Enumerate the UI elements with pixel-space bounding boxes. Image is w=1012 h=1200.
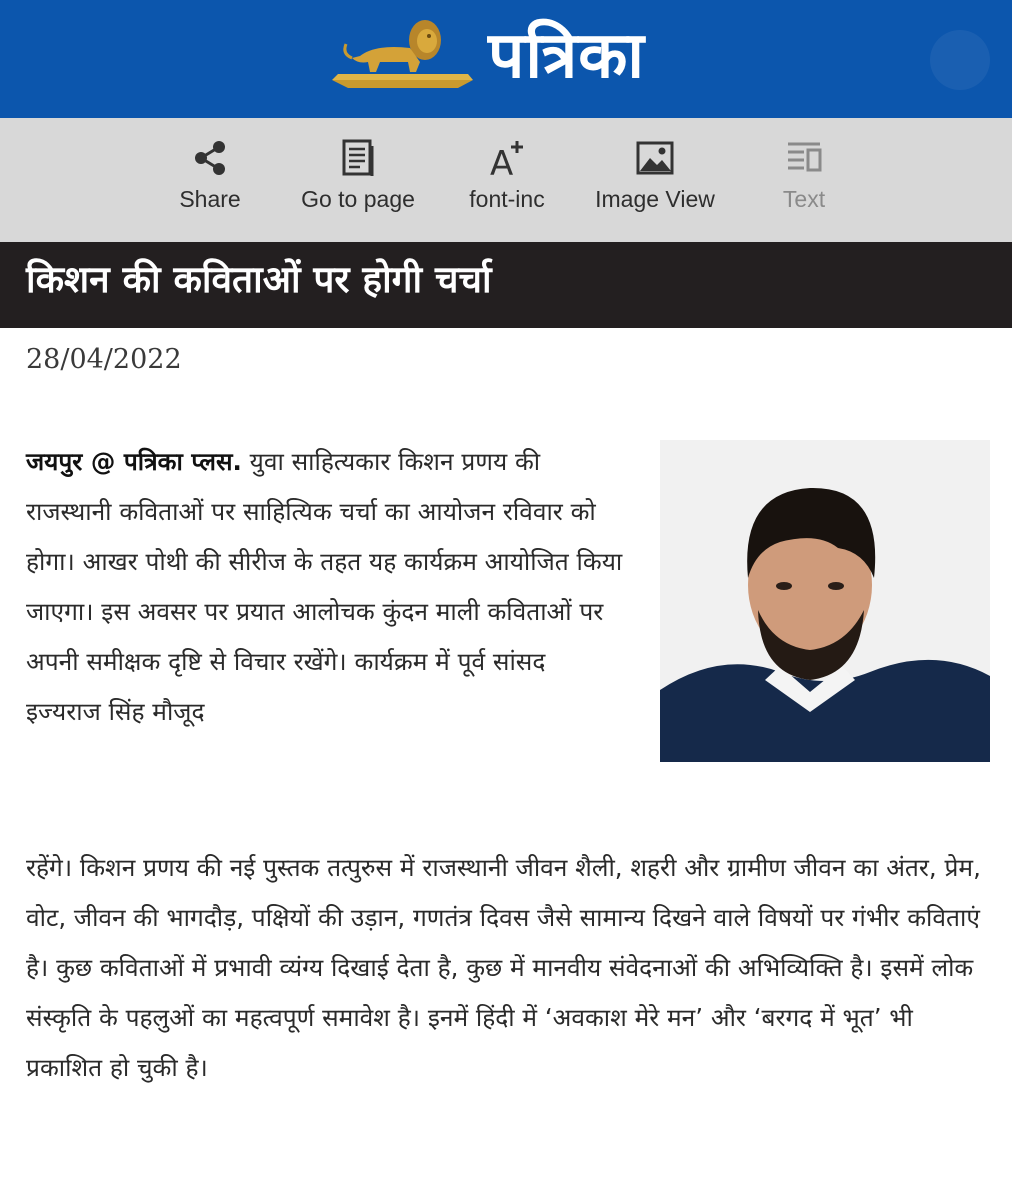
article-title: किशन की कविताओं पर होगी चर्चा [26,258,492,301]
article-paragraph-2: रहेंगे। किशन प्रणय की नई पुस्तक तत्पुरुस में राजस्थानी जीवन शैली, शहरी और ग्रामीण जीवन का अंतर, प्रेम, वोट, जीवन की भागदौड़, पक्षियों की उड़ान, गणतंत्र दिवस जैसे सामान्य दिखने वाले विषयों पर गंभीर कविताएं है। कुछ कविताओं में प्रभावी व्यंग्य दिखाई देता है, कुछ में मानवीय संवेदनाओं की अभिव्यिक्ति है। इसमें लोक संस्कृति के पहलुओं का महत्वपूर्ण समावेश है। इनमें हिंदी में ‘अवकाश मेरे मन’ और ‘बरगद में भूत’ भी प्रकाशित हो चुकी है। [26,853,981,1082]
font-increase-button[interactable] [427,138,587,238]
font-increase-icon [487,138,527,178]
image-view-label: Image View [595,186,715,212]
go-to-page-button[interactable] [278,138,438,238]
masthead [0,0,1012,118]
article-paragraph-1 [26,437,626,737]
text-view-button[interactable] [724,138,884,238]
lion-emblem-icon [330,14,475,96]
dateline: जयपुर @ पत्रिका प्लस. [26,447,242,476]
share-button[interactable] [130,138,290,238]
text-view-label: Text [782,186,826,212]
text-view-icon [784,138,824,178]
share-label: Share [179,186,241,212]
author-photo [660,440,990,762]
decorative-circle [930,30,990,90]
share-icon [190,138,230,178]
logo-wordmark: पत्रिका [488,19,645,93]
image-icon [635,138,675,178]
image-view-button[interactable] [575,138,735,238]
svg-text:A: A [490,144,514,178]
document-icon [338,138,378,178]
go-to-page-label: Go to page [301,186,415,212]
paragraph-1-text: युवा साहित्यकार किशन प्रणय की राजस्थानी कविताओं पर साहित्यिक चर्चा का आयोजन रविवार को होगा। आखर पोथी की सीरीज के तहत यह कार्यक्रम आयोजित किया जाएगा। इस अवसर पर प्रयात आलोचक कुंदन माली कविताओं पर अपनी समीक्षक दृष्टि से विचार रखेंगे। कार्यक्रम में पूर्व सांसद इज्यराज सिंह मौजूद [26,447,623,726]
article-date: 28/04/2022 [26,344,182,375]
font-increase-label: font-inc [469,186,545,212]
article-toolbar [0,118,1012,242]
